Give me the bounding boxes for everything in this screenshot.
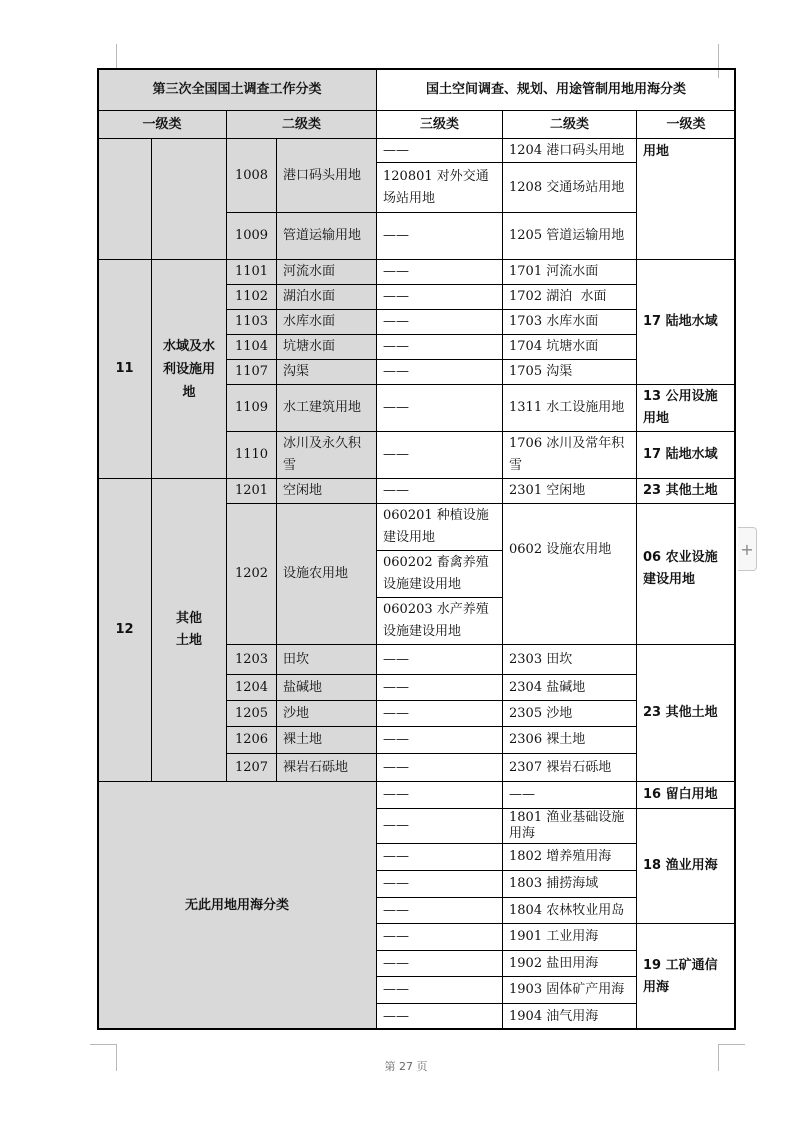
code-1206: 1206	[226, 726, 277, 754]
l2-1901: 1901 工业用海	[502, 923, 637, 951]
l2-2305: 2305 沙地	[502, 700, 637, 727]
l2-1802: 1802 增养殖用海	[502, 843, 637, 871]
code-1103: 1103	[226, 309, 277, 335]
group10-name-cell	[151, 138, 227, 260]
code-1110: 1110	[226, 431, 277, 479]
l1-reserved-land: 16 留白用地	[636, 781, 736, 809]
l1-other-land: 23 其他土地	[636, 478, 736, 504]
header-right-level3: 三级类	[376, 110, 503, 139]
l1-transport-land: 用地	[636, 138, 736, 260]
name-1204: 盐碱地	[276, 674, 377, 701]
code-1107: 1107	[226, 359, 277, 385]
name-1102: 湖泊水面	[276, 284, 377, 310]
name-1101: 河流水面	[276, 259, 377, 285]
l3-1804: ——	[376, 897, 503, 924]
header-left-level2: 二级类	[226, 110, 377, 139]
l3-1008a: ——	[376, 138, 503, 163]
page-prefix: 第	[384, 1060, 396, 1073]
page-suffix: 页	[416, 1060, 428, 1073]
code-1207: 1207	[226, 753, 277, 782]
l3-1902: ——	[376, 950, 503, 977]
l3-1903: ——	[376, 976, 503, 1004]
plus-icon: +	[740, 539, 754, 559]
code-1201: 1201	[226, 478, 277, 504]
l3-1204: ——	[376, 674, 503, 701]
header-right-level1: 一级类	[636, 110, 736, 139]
l2-1701: 1701 河流水面	[502, 259, 637, 285]
code-1109: 1109	[226, 384, 277, 432]
code-1008: 1008	[226, 138, 277, 213]
l3-1801: ——	[376, 808, 503, 844]
header-left-level1: 一级类	[97, 110, 227, 139]
l2-2301: 2301 空闲地	[502, 478, 637, 504]
code-1102: 1102	[226, 284, 277, 310]
l2-0602: 0602 设施农用地	[502, 503, 637, 645]
l3-1901: ——	[376, 923, 503, 951]
name-1103: 水库水面	[276, 309, 377, 335]
code-1104: 1104	[226, 334, 277, 360]
l2-1903: 1903 固体矿产用海	[502, 976, 637, 1004]
l2-2303: 2303 田坎	[502, 644, 637, 675]
classification-table	[97, 68, 736, 1030]
group10-code-cell	[97, 138, 152, 260]
code-1204: 1204	[226, 674, 277, 701]
l1-inland-water: 17 陆地水域	[636, 259, 736, 385]
l3-1205: ——	[376, 700, 503, 727]
l3-1109: ——	[376, 384, 503, 432]
l2-1801: 1801 渔业基础设施用海	[502, 808, 637, 844]
name-1207: 裸岩石砾地	[276, 753, 377, 782]
l3-1009: ——	[376, 212, 503, 260]
group11-name: 水域及水利设施用地	[151, 259, 227, 479]
l3-1201: ——	[376, 478, 503, 504]
group12-name: 其他土地	[151, 478, 227, 782]
l1-inland-water-2: 17 陆地水域	[636, 431, 736, 479]
l3-1802: ——	[376, 843, 503, 871]
code-1009: 1009	[226, 212, 277, 260]
name-1109: 水工建筑用地	[276, 384, 377, 432]
l3-1904: ——	[376, 1003, 503, 1030]
l2-2306: 2306 裸土地	[502, 726, 637, 754]
l2-1204: 1204 港口码头用地	[502, 138, 637, 163]
l3-060202: 060202 畜禽养殖设施建设用地	[376, 550, 503, 598]
no-classification-label: 无此用地用海分类	[97, 781, 377, 1030]
code-1203: 1203	[226, 644, 277, 675]
l2-1705: 1705 沟渠	[502, 359, 637, 385]
l3-060203: 060203 水产养殖设施建设用地	[376, 597, 503, 645]
l3-1104: ——	[376, 334, 503, 360]
group11-code: 11	[97, 259, 152, 479]
l3-120801: 120801 对外交通场站用地	[376, 162, 503, 213]
header-right-level2: 二级类	[502, 110, 637, 139]
name-1110: 冰川及永久积雪	[276, 431, 377, 479]
name-1205: 沙地	[276, 700, 377, 727]
l3-1803: ——	[376, 870, 503, 898]
l3-1110: ——	[376, 431, 503, 479]
l2-1703: 1703 水库水面	[502, 309, 637, 335]
l2-1311: 1311 水工设施用地	[502, 384, 637, 432]
l2-1904: 1904 油气用海	[502, 1003, 637, 1030]
l3-1203: ——	[376, 644, 503, 675]
l2-2307: 2307 裸岩石砾地	[502, 753, 637, 782]
name-1107: 沟渠	[276, 359, 377, 385]
header-left-title: 第三次全国国土调查工作分类	[97, 68, 377, 111]
l1-public-facilities: 13 公用设施用地	[636, 384, 736, 432]
l1-other-land-2: 23 其他土地	[636, 644, 736, 782]
name-1206: 裸土地	[276, 726, 377, 754]
page-number	[0, 1058, 812, 1074]
name-1008: 港口码头用地	[276, 138, 377, 213]
l2-2304: 2304 盐碱地	[502, 674, 637, 701]
l2-1704: 1704 坑塘水面	[502, 334, 637, 360]
name-1201: 空闲地	[276, 478, 377, 504]
code-1205: 1205	[226, 700, 277, 727]
name-1203: 田坎	[276, 644, 377, 675]
l3-1102: ——	[376, 284, 503, 310]
l2-reserved: ——	[502, 781, 637, 809]
name-1009: 管道运输用地	[276, 212, 377, 260]
name-1202: 设施农用地	[276, 503, 377, 645]
l3-1207: ——	[376, 753, 503, 782]
code-1101: 1101	[226, 259, 277, 285]
l2-1706: 1706 冰川及常年积雪	[502, 431, 637, 479]
l3-1206: ——	[376, 726, 503, 754]
l3-1101: ——	[376, 259, 503, 285]
code-1202: 1202	[226, 503, 277, 645]
l2-1208: 1208 交通场站用地	[502, 162, 637, 213]
l3-1103: ——	[376, 309, 503, 335]
l3-060201: 060201 种植设施建设用地	[376, 503, 503, 551]
group12-code: 12	[97, 478, 152, 782]
page-number-value: 27	[399, 1060, 413, 1073]
name-1104: 坑塘水面	[276, 334, 377, 360]
l3-1107: ——	[376, 359, 503, 385]
l1-fishery-sea: 18 渔业用海	[636, 808, 736, 924]
l2-1902: 1902 盐田用海	[502, 950, 637, 977]
l2-1205: 1205 管道运输用地	[502, 212, 637, 260]
l2-1804: 1804 农林牧业用岛	[502, 897, 637, 924]
l2-1702: 1702 湖泊 水面	[502, 284, 637, 310]
header-right-title: 国土空间调查、规划、用途管制用地用海分类	[376, 68, 736, 111]
l1-agri-facilities: 06 农业设施建设用地	[636, 503, 736, 645]
l2-1803: 1803 捕捞海域	[502, 870, 637, 898]
expand-side-panel-button[interactable]	[738, 527, 757, 571]
l1-industrial-sea: 19 工矿通信用海	[636, 923, 736, 1030]
l3-reserved: ——	[376, 781, 503, 809]
